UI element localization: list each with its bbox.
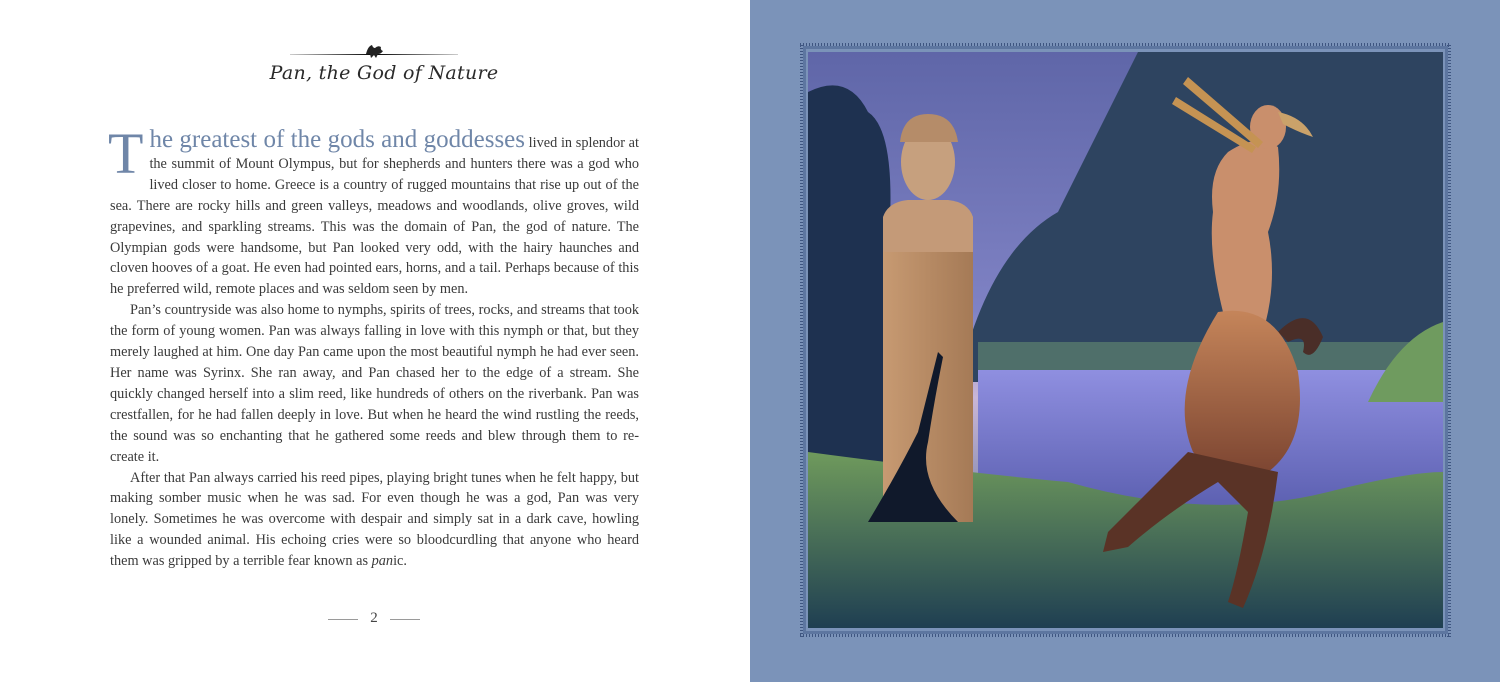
paragraph-3-text: After that Pan always carried his reed pipes, playing bright tunes when he felt happy, but making somber music when he was sad. For even though he was a god, Pan was very lonely. Sometimes he was overcome with despair and simply sat in a dark cave, howling like a wounded animal. His echoing cries were so bloodcurdling that anyone who heard them was gripped by a terrible fear known as	[110, 469, 639, 570]
griffin-ornament-icon	[290, 42, 458, 62]
page-number: 2	[370, 610, 378, 626]
pan-illustration	[808, 52, 1443, 628]
herm-bust	[883, 200, 973, 252]
lead-in: he greatest of the gods and goddesses	[149, 126, 525, 153]
page-number-folio	[328, 610, 420, 630]
folio-rule-right	[390, 619, 420, 620]
paragraph-1-text: lived in splendor at the summit of Mount Olympus, but for shepherds and hunters there was a god who lived closer to home. Greece is a country of rugged mountains that rise up out of the sea. There are rocky hills and green valleys, meadows and woodlands, olive groves, wild grapevines, and sparkling streams. This was the domain of Pan, the god of nature. The Olympian gods were handsome, but Pan looked very odd, with the hairy haunches and cloven hooves of a goat. He even had pointed ears, horns, and a tail. Perhaps because of this he preferred wild, remote places and was seldom seen by men.	[110, 135, 639, 298]
paragraph-3-end: ic.	[393, 553, 407, 570]
drop-cap: T	[108, 121, 144, 186]
body-text	[108, 121, 639, 572]
paragraph-3	[110, 468, 639, 573]
italic-word: pan	[371, 553, 394, 570]
paragraph-2: Pan’s countryside was also home to nymphs, spirits of trees, rocks, and streams that took the form of young women. Pan was always falling in love with this nymph or that, but they merely laughed at him. One day Pan came upon the most beautiful nymph he had ever seen. Her name was Syrinx. She ran away, and Pan chased her to the edge of a stream. She quickly changed herself into a slim reed, like hundreds of others on the riverbank. Pan was crestfallen, for he had fallen deeply in love. But when he heard the wind rustling the reeds, the sound was so enchanting that he gathered some reeds and blew through them to re-create it.	[110, 302, 639, 465]
paragraph-1	[108, 121, 639, 300]
chapter-title: Pan, the God of Nature	[269, 62, 499, 84]
folio-rule-left	[328, 619, 358, 620]
